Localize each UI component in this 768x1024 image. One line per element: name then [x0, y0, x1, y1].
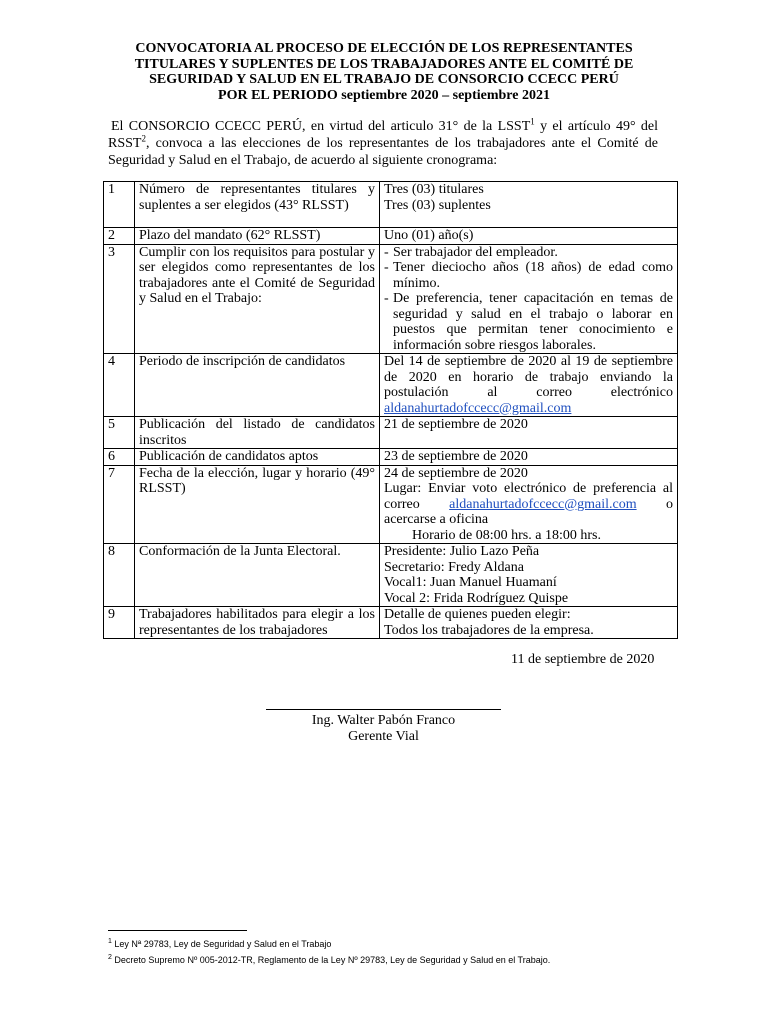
document-title [100, 41, 668, 103]
row-detail [380, 244, 678, 354]
table-row [104, 465, 678, 544]
footnote-separator [108, 930, 247, 931]
list-item: - Ser trabajador del empleador. [384, 245, 673, 261]
detail-line: Secretario: Fredy Aldana [384, 559, 524, 575]
row-requirement: Número de representantes titulares y suplentes a ser elegidos (43° RLSST) [135, 182, 380, 228]
schedule-table [103, 181, 678, 639]
row-detail [380, 228, 678, 245]
detail-line: Presidente: Julio Lazo Peña [384, 544, 540, 559]
intro-text: y el artículo 49° del RSST [108, 119, 658, 151]
row-requirement: Periodo de inscripción de candidatos [135, 354, 380, 417]
title-line: POR EL PERIODO septiembre 2020 – septiembre 2021 [218, 87, 550, 103]
intro-paragraph [108, 118, 658, 169]
signature-line [266, 709, 501, 710]
detail-line: Uno (01) año(s) [384, 228, 474, 243]
footnote-text: Ley Nª 29783, Ley de Seguridad y Salud en el Trabajo [111, 939, 332, 949]
footnote-ref[interactable]: 1 [530, 116, 535, 127]
footnote-number: 1 [108, 938, 112, 945]
row-detail [380, 449, 678, 466]
table-row [104, 228, 678, 245]
footnotes [108, 935, 708, 967]
footnote [108, 951, 708, 967]
election-date: 24 de septiembre de 2020 [384, 465, 528, 481]
detail-line: Detalle de quienes pueden elegir: [384, 607, 571, 622]
row-requirement: Cumplir con los requisitos para postular y ser elegidos como representantes de los trabajadores ante el Comité de Seguridad y Salud en el Trabajo: [135, 244, 380, 354]
election-hours: Horario de 08:00 hrs. a 18:00 hrs. [412, 527, 601, 543]
title-line: CONVOCATORIA AL PROCESO DE ELECCIÓN DE LOS REPRESENTANTES [135, 41, 633, 56]
table-row [104, 182, 678, 228]
table-row [104, 354, 678, 417]
row-detail [380, 465, 678, 544]
row-requirement: Conformación de la Junta Electoral. [135, 544, 380, 607]
email-link[interactable]: aldanahurtadofccecc@gmail.com [449, 496, 637, 512]
row-detail [380, 354, 678, 417]
row-number: 8 [104, 544, 135, 607]
detail-text: Del 14 de septiembre de 2020 al 19 de septiembre de 2020 en horario de trabajo enviando la postulación al correo electrónico [384, 354, 673, 400]
detail-line: 21 de septiembre de 2020 [384, 417, 528, 432]
footnote-text: Decreto Supremo Nº 005-2012-TR, Reglamento de la Ley Nº 29783, Ley de Seguridad y Salud en el Trabajo. [111, 955, 551, 965]
title-line: SEGURIDAD Y SALUD EN EL TRABAJO DE CONSORCIO CCECC PERÚ [149, 72, 619, 87]
table-row [104, 244, 678, 354]
row-number: 9 [104, 607, 135, 639]
row-number: 7 [104, 465, 135, 544]
intro-text: , convoca a las elecciones de los representantes de los trabajadores ante el Comité de Seguridad y Salud en el Trabajo, de acuerdo al siguiente cronograma: [108, 136, 658, 168]
table-row [104, 449, 678, 466]
table-row [104, 607, 678, 639]
row-detail [380, 607, 678, 639]
table-row [104, 544, 678, 607]
intro-text: El CONSORCIO CCECC PERÚ, en virtud del articulo 31° de la LSST [111, 119, 531, 134]
row-number: 2 [104, 228, 135, 245]
row-requirement: Fecha de la elección, lugar y horario (49° RLSST) [135, 465, 380, 544]
row-number: 3 [104, 244, 135, 354]
detail-line: Todos los trabajadores de la empresa. [384, 622, 594, 638]
election-place [384, 481, 673, 528]
row-detail [380, 544, 678, 607]
row-number: 4 [104, 354, 135, 417]
row-requirement: Publicación de candidatos aptos [135, 449, 380, 466]
signing-date: 11 de septiembre de 2020 [511, 652, 655, 667]
row-requirement: Trabajadores habilitados para elegir a los representantes de los trabajadores [135, 607, 380, 639]
detail-line: Vocal 2: Frida Rodríguez Quispe [384, 590, 569, 606]
detail-line: Vocal1: Juan Manuel Huamaní [384, 575, 557, 590]
row-requirement: Plazo del mandato (62° RLSST) [135, 228, 380, 245]
signer-role: Gerente Vial [348, 729, 419, 744]
row-detail [380, 417, 678, 449]
detail-text: o acercarse a oficina [384, 496, 673, 527]
row-number: 5 [104, 417, 135, 449]
row-number: 1 [104, 182, 135, 228]
title-line: TITULARES Y SUPLENTES DE LOS TRABAJADORES ANTE EL COMITÉ DE [134, 56, 634, 72]
signer-name: Ing. Walter Pabón Franco [311, 713, 456, 728]
signature-block [266, 713, 501, 745]
email-link[interactable]: aldanahurtadofccecc@gmail.com [384, 400, 572, 416]
detail-line: Tres (03) suplentes [384, 197, 491, 213]
requirements-list [384, 245, 673, 354]
footnote-number: 2 [108, 954, 112, 961]
row-number: 6 [104, 449, 135, 466]
detail-text: Lugar: Enviar voto electrónico de preferencia al correo [384, 481, 673, 512]
footnote-ref[interactable]: 2 [141, 133, 146, 144]
detail-line: Tres (03) titulares [384, 182, 484, 197]
list-item: - De preferencia, tener capacitación en temas de seguridad y salud en el trabajo o laborar en puestos que permitan tener conocimiento e información sobre riesgos laborales. [384, 291, 673, 353]
list-item: - Tener dieciocho años (18 años) de edad como mínimo. [384, 260, 673, 291]
row-requirement: Publicación del listado de candidatos inscritos [135, 417, 380, 449]
footnote [108, 935, 708, 951]
table-row [104, 417, 678, 449]
row-detail [380, 182, 678, 228]
detail-line: 23 de septiembre de 2020 [384, 449, 528, 464]
